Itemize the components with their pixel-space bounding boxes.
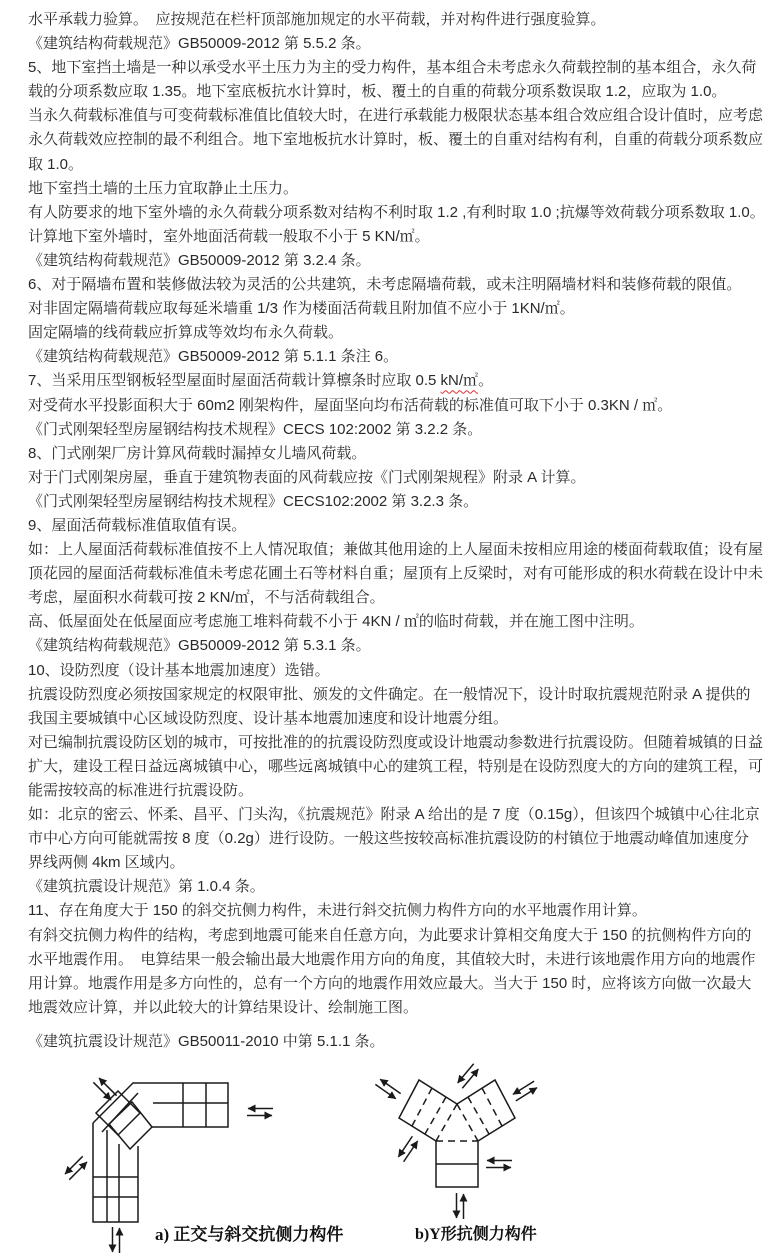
text-line — [28, 899, 744, 923]
text-line — [28, 634, 744, 658]
text-line — [28, 514, 744, 538]
double-arrow-icon — [113, 1227, 120, 1253]
text-run: 我国主要城镇中心区域设防烈度、设计基本地震加速度和设计地震分组。 — [28, 709, 509, 727]
text-run: 当永久荷载标准值与可变荷载标准值比值较大时，在进行承载能力极限状态基本组合效应组合设计值时，应考虑 — [28, 107, 764, 125]
double-arrow-icon — [457, 1193, 464, 1219]
text-run: 如：北京的密云、怀柔、昌平、门头沟，《抗震规范》附录 A 给出的是 7 度（0.15g），但该四个城镇中心往北京 — [28, 806, 760, 824]
text-line — [28, 8, 744, 32]
text-line — [28, 875, 744, 899]
figure-a-caption: a) 正交与斜交抗侧力构件 — [155, 1225, 344, 1244]
text-line — [28, 803, 760, 827]
text-line — [28, 562, 764, 586]
text-run: 9、屋面活荷载标准值取值有误。 — [28, 516, 247, 534]
text-run: 。 — [478, 372, 494, 390]
text-run: 《门式刚架轻型房屋钢结构技术规程》CECS 102:2002 第 3.2.2 条。 — [28, 420, 483, 438]
text-line — [28, 972, 752, 996]
text-run: 顶花园的屋面活荷载标准值未考虑花圃土石等材料自重；屋顶有上反梁时，对有可能形成的积水荷载在设计中未 — [28, 565, 764, 583]
double-arrow-icon — [64, 1156, 87, 1179]
text-line — [28, 177, 744, 201]
text-line — [28, 442, 744, 466]
text-line — [28, 56, 757, 80]
text-run: 对非固定隔墙荷载应取每延米墙重 1/3 作为楼面活荷载且附加值不应小于 1KN/㎡。 — [28, 300, 575, 318]
text-line — [28, 369, 744, 393]
text-line — [28, 321, 744, 345]
double-arrow-icon — [512, 1081, 538, 1101]
text-run: 固定隔墙的线荷载应折算成等效均布永久荷载。 — [28, 324, 344, 342]
double-arrow-icon — [247, 1109, 273, 1116]
text-run: 用计算。地震作用是多方向性的，总有一个方向的地震作用效应最大。当大于 150 时，应将该方向做一次最大 — [28, 974, 752, 992]
text-run: 《建筑抗震设计规范》GB50011-2010 中第 5.1.1 条。 — [28, 1032, 385, 1050]
text-line — [28, 32, 744, 56]
text-line — [28, 153, 744, 177]
text-run: 高、低屋面处在低屋面应考虑施工堆料荷载不小于 4KN / ㎡的临时荷载，并在施工图中注明。 — [28, 613, 644, 631]
text-line — [28, 345, 744, 369]
double-arrow-icon — [93, 1077, 116, 1100]
text-run: 对受荷水平投影面积大于 60m2 刚架构件，屋面坚向均布活荷载的标准值可取下小于 0.3KN / ㎡。 — [28, 396, 673, 414]
double-arrow-icon — [486, 1161, 512, 1168]
text-run: 《建筑结构荷载规范》GB50009-2012 第 5.5.2 条。 — [28, 35, 371, 53]
text-line — [28, 490, 744, 514]
text-line — [28, 659, 744, 683]
text-run: 8、门式刚架厂房计算风荷载时漏掉女儿墙风荷载。 — [28, 444, 367, 462]
text-line — [28, 538, 764, 562]
figure-b-caption: b)Y形抗侧力构件 — [415, 1226, 537, 1243]
text-line — [28, 418, 744, 442]
text-line — [28, 924, 752, 948]
text-run: 《建筑结构荷载规范》GB50009-2012 第 3.2.4 条。 — [28, 251, 371, 269]
text-line — [28, 827, 749, 851]
text-line — [28, 225, 744, 249]
text-line — [28, 948, 756, 972]
double-arrow-icon — [375, 1079, 400, 1100]
text-line — [28, 466, 744, 490]
text-run: 地下室挡土墙的土压力宜取静止土压力。 — [28, 179, 299, 197]
text-run: 地震效应计算，并以此较大的计算结果设计、绘制施工图。 — [28, 998, 419, 1016]
text-run: 考虑，屋面积水荷载可按 2 KN/㎡，不与活荷载组合。 — [28, 589, 385, 607]
text-run: 《建筑抗震设计规范》第 1.0.4 条。 — [28, 878, 265, 896]
text-run: 《门式刚架轻型房屋钢结构技术规程》CECS102:2002 第 3.2.3 条。 — [28, 492, 479, 510]
text-line — [28, 201, 765, 225]
text-line — [28, 755, 764, 779]
text-line — [28, 586, 744, 610]
text-line — [28, 996, 744, 1020]
text-line — [28, 779, 744, 803]
text-run: 11、存在角度大于 150 的斜交抗侧力构件，未进行斜交抗侧力构件方向的水平地震作用计算。 — [28, 902, 647, 920]
text-line — [28, 297, 744, 321]
text-line — [28, 731, 764, 755]
text-run: 水平承载力验算。 应按规范在栏杆顶部施加规定的水平荷载，并对构件进行强度验算。 — [28, 11, 606, 28]
text-run: 抗震设防烈度必须按国家规定的权限审批、颁发的文件确定。在一般情况下，设计时取抗震规范附录 A 提供的 — [28, 685, 751, 703]
text-line — [28, 683, 751, 707]
text-run: 7、当采用压型钢板轻型屋面时屋面活荷载计算檩条时应取 0.5 — [28, 372, 441, 390]
y-shape-plan-drawing — [355, 1062, 565, 1227]
text-run: 有斜交抗侧力构件的结构，考虑到地震可能来自任意方向，为此要求计算相交角度大于 150 的抗侧构件方向的 — [28, 926, 752, 944]
document-text — [28, 8, 765, 1054]
double-arrow-icon — [398, 1136, 418, 1161]
text-run: 水平地震作用。 电算结果一般会输出最大地震作用方向的角度，其值较大时，未进行该地震作用方向的地震作 — [28, 950, 756, 968]
text-line — [28, 1030, 744, 1054]
text-run: 载的分项系数应取 1.35。地下室底板抗水计算时，板、覆土的自重的荷载分项系数误取 1.2，应取为 1.0。 — [28, 83, 727, 101]
text-line — [28, 610, 744, 634]
figure-b-diagram — [355, 1062, 565, 1227]
text-line — [28, 707, 744, 731]
text-run: 取 1.0。 — [28, 155, 84, 173]
text-run: 扩大，建设工程日益远离城镇中心，哪些远离城镇中心的建筑工程，特别是在设防烈度大的方向的建筑工程，可 — [28, 757, 764, 775]
text-line — [28, 80, 744, 104]
text-line — [28, 128, 764, 152]
spellcheck-underlined-text: kN/㎡ — [440, 372, 479, 390]
text-run: 10、设防烈度（设计基本地震加速度）选错。 — [28, 661, 330, 679]
text-line — [28, 104, 764, 128]
text-run: 《建筑结构荷载规范》GB50009-2012 第 5.3.1 条。 — [28, 637, 371, 655]
text-run: 5、地下室挡土墙是一种以承受水平土压力为主的受力构件，基本组合未考虑永久荷载控制的基本组合，永久荷 — [28, 59, 757, 77]
text-run: 能需按较高的标准进行抗震设防。 — [28, 782, 254, 799]
text-run: 如：上人屋面活荷载标准值按不上人情况取值；兼做其他用途的上人屋面未按相应用途的楼面荷载取值；设有屋 — [28, 541, 764, 559]
double-arrow-icon — [457, 1064, 479, 1088]
text-line — [28, 273, 744, 297]
text-line — [28, 851, 744, 875]
text-run: 计算地下室外墙时，室外地面活荷载一般取不小于 5 KN/㎡。 — [28, 227, 430, 245]
text-run: 对于门式刚架房屋，垂直于建筑物表面的风荷载应按《门式刚架规程》附录 A 计算。 — [28, 468, 586, 486]
text-run: 对已编制抗震设防区划的城市，可按批准的的抗震设防烈度或设计地震动参数进行抗震设防。但随着城镇的日益 — [28, 733, 764, 751]
text-run: 有人防要求的地下室外墙的永久荷载分项系数对结构不利时取 1.2 ,有利时取 1.0 ;抗爆等效荷载分项系数取 1.0。 — [28, 203, 765, 221]
text-run: 6、对于隔墙布置和装修做法较为灵活的公共建筑，未考虑隔墙荷载，或未注明隔墙材料和装修荷载的限值。 — [28, 276, 742, 294]
text-run: 《建筑结构荷载规范》GB50009-2012 第 5.1.1 条注 6。 — [28, 348, 399, 366]
text-run: 界线两侧 4km 区域内。 — [28, 854, 185, 872]
text-run: 市中心方向可能就需按 8 度（0.2g）进行设防。一般这些按较高标准抗震设防的村镇位于地震动峰值加速度分 — [28, 830, 749, 848]
text-line — [28, 249, 744, 273]
text-line — [28, 394, 744, 418]
text-run: 永久荷载效应控制的最不利组合。地下室地板抗水计算时，板、覆土的自重对结构有利，自重的荷载分项系数应 — [28, 131, 764, 149]
